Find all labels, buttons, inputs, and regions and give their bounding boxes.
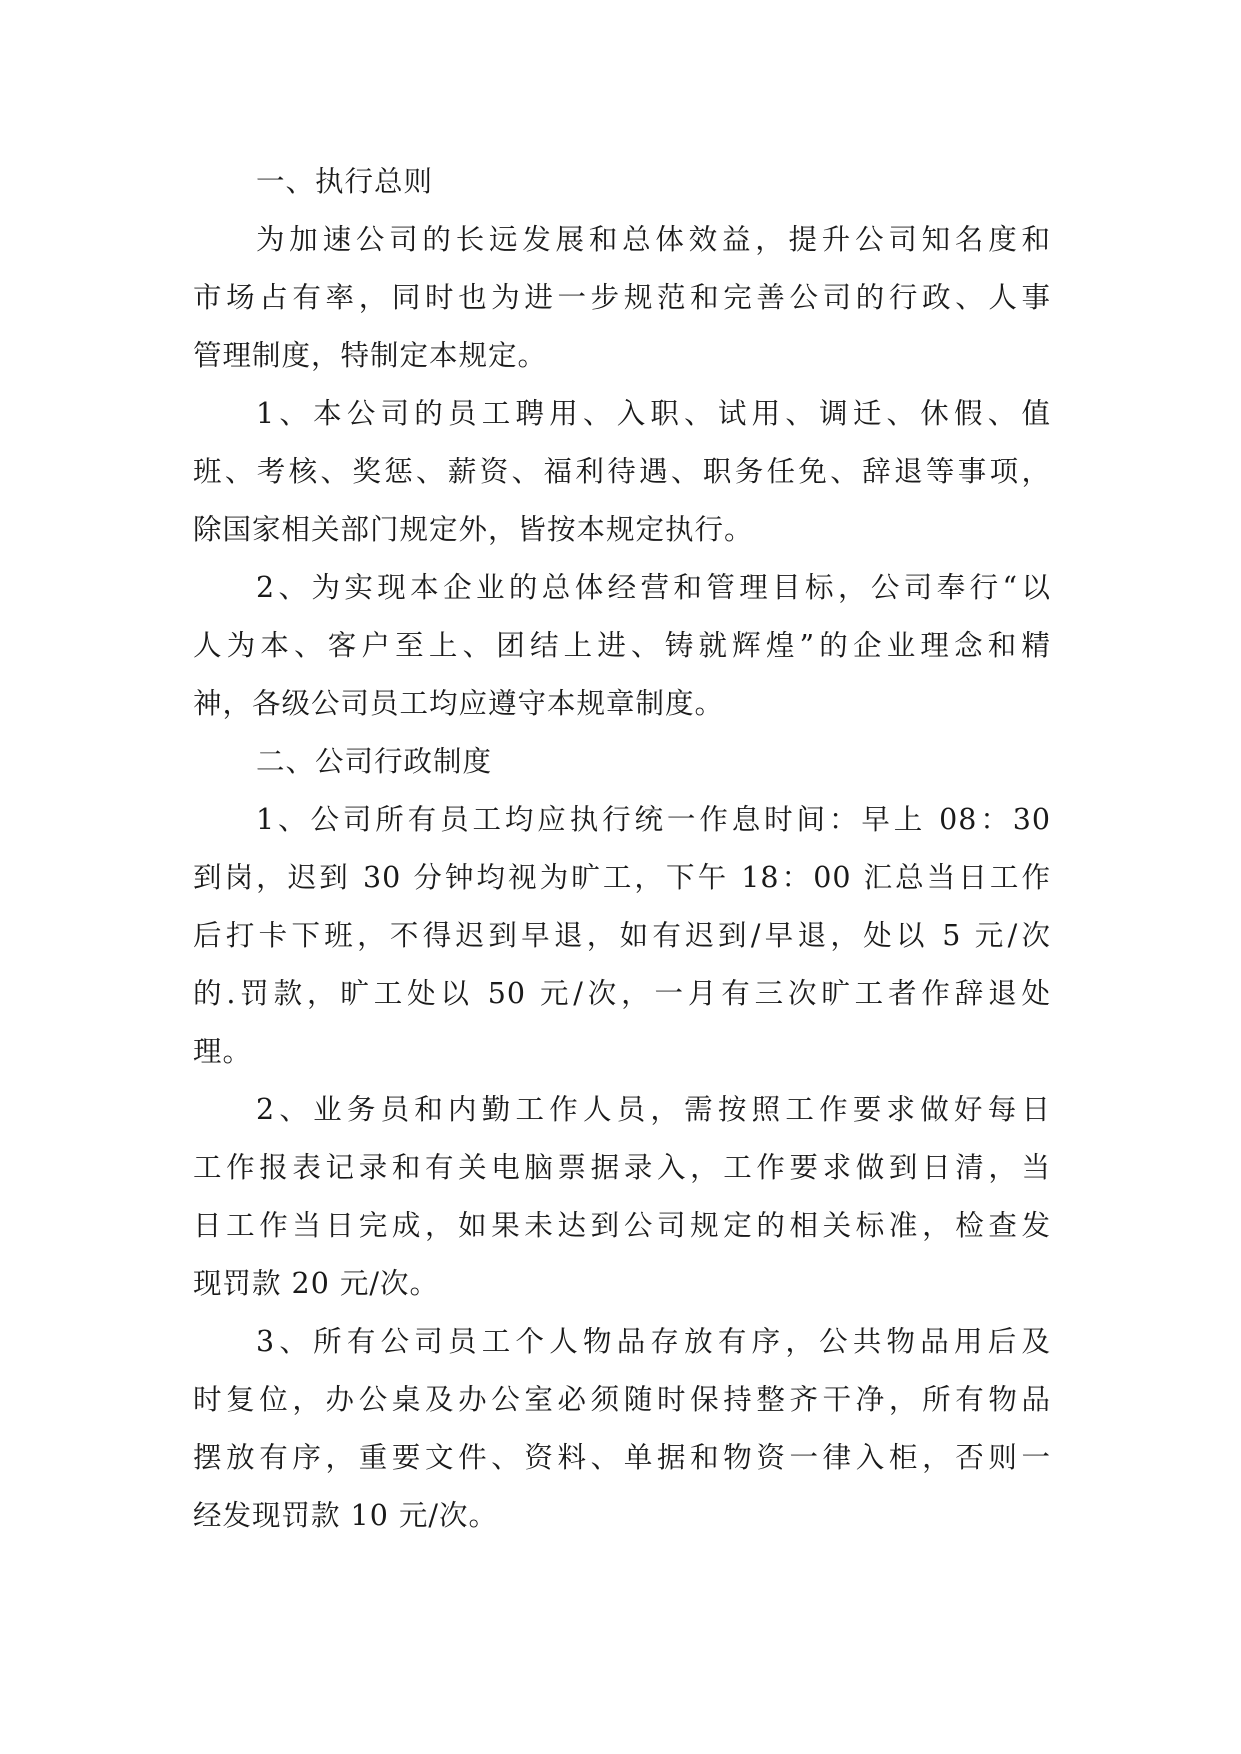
paragraph-daily-reports	[193, 1081, 1051, 1313]
paragraph-line: 的.罚款，旷工处以 50 元/次，一月有三次旷工者作辞退处	[193, 977, 1052, 1010]
paragraph-line: 时复位，办公桌及办公室必须随时保持整齐干净，所有物品	[193, 1383, 1051, 1416]
paragraph-line: 工作报表记录和有关电脑票据录入，工作要求做到日清，当	[193, 1151, 1051, 1184]
document-body	[193, 153, 1051, 1545]
paragraph-line: 经发现罚款 10 元/次。	[193, 1499, 498, 1532]
paragraph-purpose	[193, 211, 1051, 385]
paragraph-line: 为加速公司的长远发展和总体效益，提升公司知名度和	[256, 223, 1051, 256]
paragraph-line: 市场占有率，同时也为进一步规范和完善公司的行政、人事	[193, 281, 1051, 314]
paragraph-line: 2、为实现本企业的总体经营和管理目标，公司奉行“以	[256, 571, 1051, 604]
paragraph-line: 到岗，迟到 30 分钟均视为旷工，下午 18：00 汇总当日工作	[193, 861, 1051, 894]
section-heading-administrative-system: 二、公司行政制度	[256, 745, 493, 778]
paragraph-office-order	[193, 1313, 1051, 1545]
section-heading-general-principles: 一、执行总则	[256, 165, 434, 198]
paragraph-rule-1	[193, 385, 1051, 559]
paragraph-line: 日工作当日完成，如果未达到公司规定的相关标准，检查发	[193, 1209, 1051, 1242]
paragraph-line: 2、业务员和内勤工作人员，需按照工作要求做好每日	[256, 1093, 1051, 1126]
paragraph-line: 人为本、客户至上、团结上进、铸就辉煌”的企业理念和精	[193, 629, 1051, 662]
paragraph-line: 现罚款 20 元/次。	[193, 1267, 439, 1300]
paragraph-line: 管理制度，特制定本规定。	[193, 339, 548, 372]
paragraph-line: 班、考核、奖惩、薪资、福利待遇、职务任免、辞退等事项，	[193, 455, 1051, 488]
paragraph-line: 1、本公司的员工聘用、入职、试用、调迁、休假、值	[256, 397, 1051, 430]
paragraph-line: 除国家相关部门规定外，皆按本规定执行。	[193, 513, 754, 546]
paragraph-line: 神，各级公司员工均应遵守本规章制度。	[193, 687, 725, 720]
paragraph-line: 后打卡下班，不得迟到早退，如有迟到/早退，处以 5 元/次	[193, 919, 1051, 952]
paragraph-line: 3、所有公司员工个人物品存放有序，公共物品用后及	[256, 1325, 1051, 1358]
paragraph-work-hours	[193, 791, 1051, 1081]
paragraph-line: 摆放有序，重要文件、资料、单据和物资一律入柜，否则一	[193, 1441, 1051, 1474]
paragraph-line: 1、公司所有员工均应执行统一作息时间：早上 08：30	[256, 803, 1051, 836]
paragraph-line: 理。	[193, 1035, 253, 1068]
paragraph-rule-2	[193, 559, 1051, 733]
